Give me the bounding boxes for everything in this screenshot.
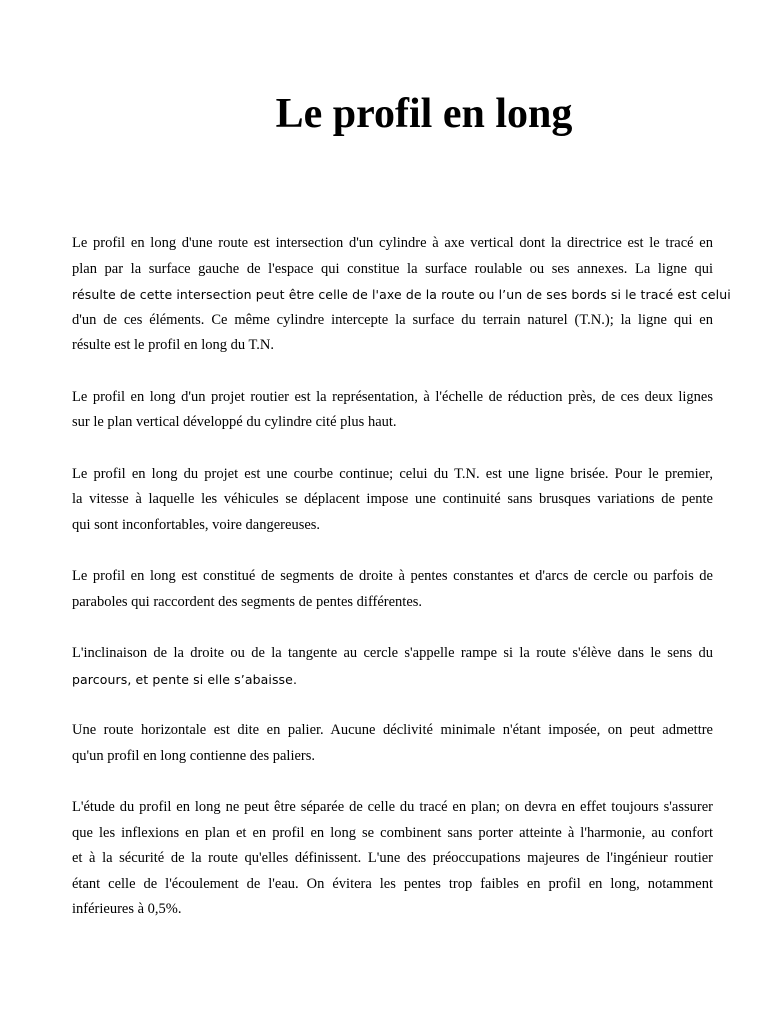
paragraph-segments	[72, 564, 713, 615]
paragraph-etude	[72, 795, 713, 923]
text-line: d'un de ces éléments. Ce même cylindre intercepte la surface du terrain naturel (T.N.); la ligne qui en	[72, 311, 713, 328]
paragraph-palier	[72, 718, 713, 769]
text-line: inférieures à 0,5%.	[72, 901, 182, 917]
text-line: qui sont inconfortables, voire dangereuses.	[72, 516, 321, 533]
text-line: parcours, et pente si elle s’abaisse.	[72, 671, 298, 687]
text-line: Le profil en long d'une route est intersection d'un cylindre à axe vertical dont la directrice est le tracé en	[72, 235, 713, 251]
text-line: qu'un profil en long contienne des paliers.	[72, 747, 316, 764]
text-line: que les inflexions en plan et en profil en long se combinent sans porter atteinte à l'harmonie, au confort	[72, 824, 713, 841]
text-line: Le profil en long d'un projet routier est la représentation, à l'échelle de réduction près, de ces deux lignes	[72, 388, 713, 405]
text-line: Le profil en long du projet est une courbe continue; celui du T.N. est une ligne brisée. Pour le premier,	[72, 465, 713, 482]
text-line: Le profil en long est constitué de segments de droite à pentes constantes et d'arcs de cercle ou parfois de	[72, 568, 713, 584]
document-body	[72, 231, 731, 949]
text-line: L'inclinaison de la droite ou de la tangente au cercle s'appelle rampe si la route s'élève dans le sens du	[72, 645, 713, 661]
text-line: la vitesse à laquelle les véhicules se déplacent impose une continuité sans brusques variations de pente	[72, 491, 713, 507]
paragraph-rampe-pente	[72, 641, 713, 692]
text-line: résulte est le profil en long du T.N.	[72, 337, 275, 353]
paragraph-representation	[72, 385, 713, 436]
text-line: étant celle de l'écoulement de l'eau. On évitera les pentes trop faibles en profil en long, notamment	[72, 875, 713, 892]
text-line: résulte de cette intersection peut être celle de l'axe de la route ou l’un de ses bords si le tracé est celui	[72, 287, 731, 302]
paragraph-definition	[72, 231, 731, 359]
text-line: et à la sécurité de la route qu'elles définissent. L'une des préoccupations majeures de l'ingénieur routier	[72, 850, 713, 866]
paragraph-continuity	[72, 462, 713, 539]
text-line: paraboles qui raccordent des segments de pentes différentes.	[72, 593, 423, 610]
text-line: L'étude du profil en long ne peut être séparée de celle du tracé en plan; on devra en effet toujours s'assurer	[72, 799, 713, 815]
text-line: sur le plan vertical développé du cylindre cité plus haut.	[72, 414, 397, 430]
page-title: Le profil en long	[275, 91, 573, 137]
text-line: plan par la surface gauche de l'espace qui constitue la surface roulable ou ses annexes. La ligne qui	[72, 260, 713, 277]
text-line: Une route horizontale est dite en palier. Aucune déclivité minimale n'étant imposée, on peut admettre	[72, 722, 713, 738]
